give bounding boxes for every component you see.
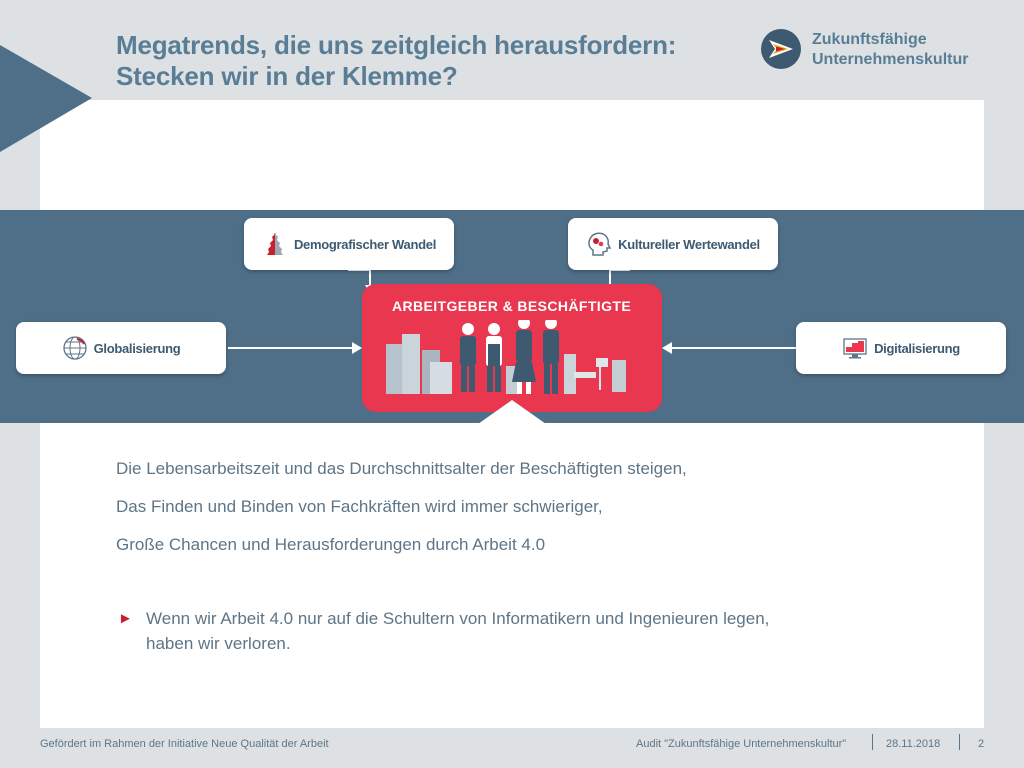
page-title [116,30,676,92]
body-line-1: Die Lebensarbeitszeit und das Durchschnittsalter der Beschäftigten steigen, [116,459,687,478]
footer-divider-2 [959,734,960,750]
monitor-icon [842,335,868,361]
card-kultureller-wertewandel [568,218,778,270]
footer-sponsor: Gefördert im Rahmen der Initiative Neue Qualität der Arbeit [40,738,329,750]
body-line-3: Große Chancen und Herausforderungen durch Arbeit 4.0 [116,535,546,554]
logo-text [812,30,968,70]
arrow-digital [660,341,796,355]
card-label-global: Globalisierung [93,340,181,356]
footer [0,730,1024,768]
card-demografischer-wandel [244,218,454,270]
footer-audit: Audit "Zukunftsfähige Unternehmenskultur" [636,738,847,750]
globe-icon [62,335,88,361]
footer-date: 28.11.2018 [886,738,941,750]
population-pyramid-icon [262,231,288,257]
bullet-text [146,606,906,656]
arrow-global [228,341,364,355]
brand-logo [760,26,1000,76]
logo-line-2: Unternehmenskultur [812,51,969,68]
logo-mark-icon [760,28,802,70]
title-line-1: Megatrends, die uns zeitgleich herausfordern: [116,30,677,60]
card-label-demografie: Demografischer Wandel [293,236,437,252]
footer-divider-1 [872,734,873,750]
card-globalisierung [16,322,226,374]
head-gears-icon [586,231,612,257]
card-label-digital: Digitalisierung [874,340,960,356]
employer-employee-box [362,284,662,412]
corner-triangle-decoration [0,0,110,160]
card-label-kultur: Kultureller Wertewandel [618,236,760,252]
center-title: ARBEITGEBER & BESCHÄFTIGTE [392,298,632,314]
workplace-people-illustration [386,320,636,400]
bullet-line-1: Wenn wir Arbeit 4.0 nur auf die Schultern von Informatikern und Ingenieuren legen, [146,609,770,628]
logo-line-1: Zukunftsfähige [812,31,927,48]
center-pointer-up [478,400,546,424]
title-line-2: Stecken wir in der Klemme? [116,61,458,91]
body-line-2: Das Finden und Binden von Fachkräften wird immer schwieriger, [116,497,603,516]
card-digitalisierung [796,322,1006,374]
bullet-arrow-icon: ► [118,610,133,627]
body-text [116,458,916,572]
footer-page-number: 2 [978,738,985,750]
bullet-line-2: haben wir verloren. [146,634,291,653]
